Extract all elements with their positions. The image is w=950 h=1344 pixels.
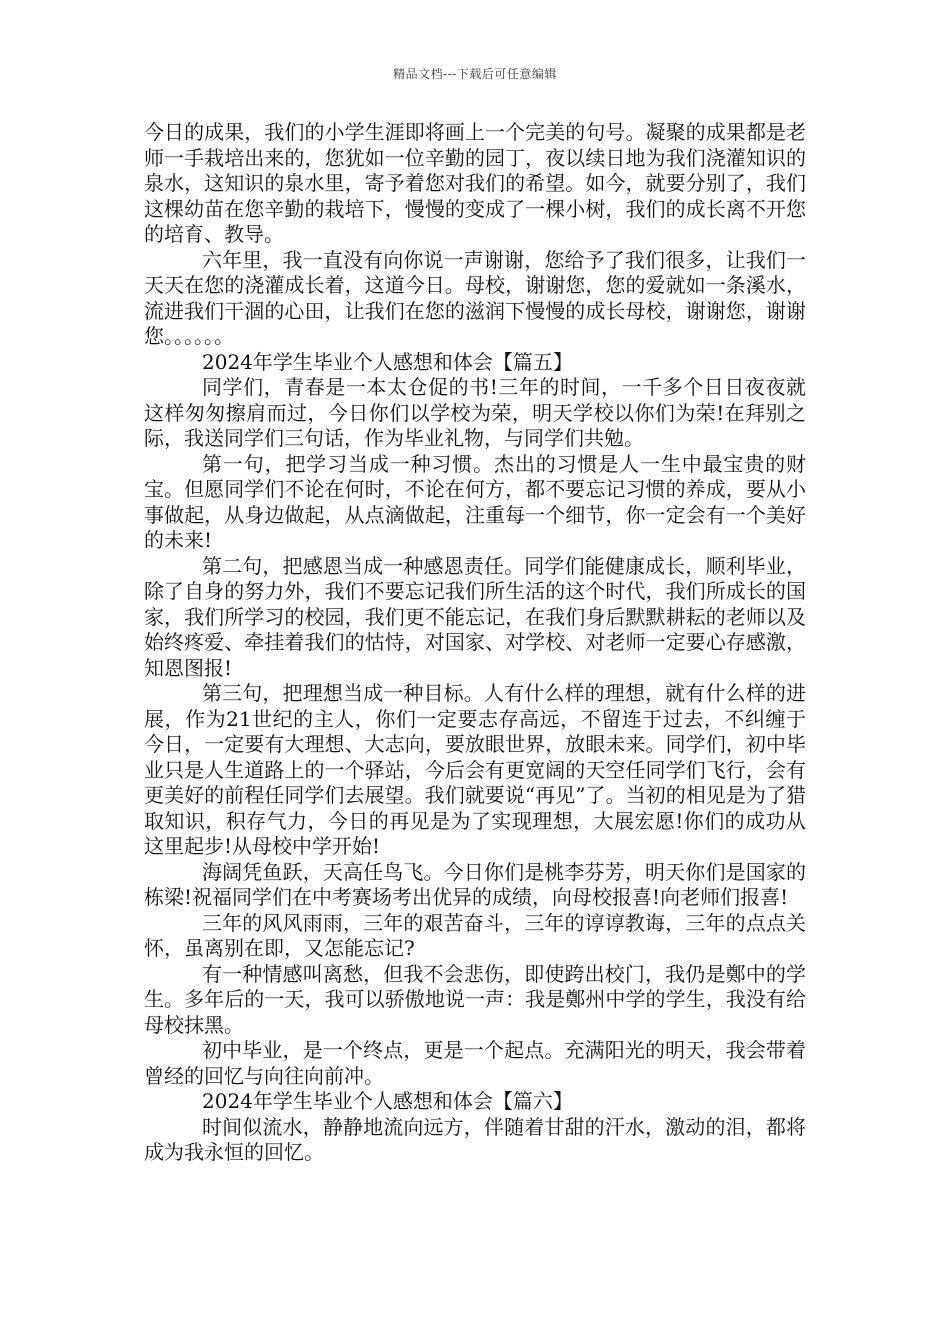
paragraph-3: 同学们，青春是一本太仓促的书!三年的时间，一千多个日日夜夜就这样匆匆擦肩而过，今日你们以学校为荣，明天学校以你们为荣!在拜别之际，我送同学们三句话，作为毕业礼物，与同学们共勉。 [144, 375, 806, 450]
paragraph-2: 六年里，我一直没有向你说一声谢谢，您给予了我们很多，让我们一天天在您的浇灌成长着，这道今日。母校，谢谢您，您的爱就如一条溪水，流进我们干涸的心田，让我们在您的滋润下慢慢的成长母校，谢谢您，谢谢您。。。。。。 [144, 247, 806, 348]
page-header: 精品文档---下载后可任意编辑 [393, 67, 557, 81]
paragraph-5: 第二句，把感恩当成一种感恩责任。同学们能健康成长，顺利毕业，除了自身的努力外，我们不要忘记我们所生活的这个时代，我们所成长的国家，我们所学习的校园，我们更不能忘记，在我们身后默默耕耘的老师以及始终疼爱、牵挂着我们的怙恃，对国家、对学校、对老师一定要心存感激，知恩图报! [144, 553, 806, 680]
paragraph-4: 第一句，把学习当成一种习惯。杰出的习惯是人一生中最宝贵的财宝。但愿同学们不论在何时，不论在何方，都不要忘记习惯的养成，要从小事做起，从身边做起，从点滴做起，注重每一个细节，你一定会有一个美好的未来! [144, 451, 806, 552]
section-heading-6: 2024年学生毕业个人感想和体会【篇六】 [202, 1089, 573, 1113]
paragraph-9: 有一种情感叫离愁，但我不会悲伤，即使跨出校门，我仍是鄭中的学生。多年后的一天，我可以骄傲地说一声：我是鄭州中学的学生，我没有给母校抹黑。 [144, 961, 806, 1037]
paragraph-6: 第三句，把理想当成一种目标。人有什么样的理想，就有什么样的进展，作为21世纪的主人，你们一定要志存高远，不留连于过去，不纠缠于今日，一定要有大理想、大志向，要放眼世界，放眼未来。同学们，初中毕业只是人生道路上的一个驿站，今后会有更宽阔的天空任同学们飞行，会有更美好的前程任同学们去展望。我们就要说“再见”了。当初的相见是为了猎取知识，积存气力，今日的再见是为了实现理想，大展宏愿!你们的成功从这里起步!从母校中学开始! [144, 681, 806, 858]
paragraph-10: 初中毕业，是一个终点，更是一个起点。充满阳光的明天，我会带着曾经的回忆与向往向前冲。 [144, 1038, 806, 1088]
paragraph-8: 三年的风风雨雨，三年的艰苦奋斗，三年的谆谆教诲，三年的点点关怀，虽离别在即，又怎能忘记? [144, 910, 806, 960]
paragraph-1: 今日的成果，我们的小学生涯即将画上一个完美的句号。凝聚的成果都是老师一手栽培出来的，您犹如一位辛勤的园丁，夜以续日地为我们浇灌知识的泉水，这知识的泉水里，寄予着您对我们的希望。如今，就要分别了，我们这棵幼苗在您辛勤的栽培下，慢慢的变成了一棵小树，我们的成长离不开您的培育、教导。 [144, 120, 806, 246]
document-body [144, 120, 806, 1166]
paragraph-7: 海阔凭鱼跃，天高任鸟飞。今日你们是桃李芬芳，明天你们是国家的栋梁!祝福同学们在中考赛场考出优异的成绩，向母校报喜!向老师们报喜! [144, 859, 806, 909]
section-heading-5: 2024年学生毕业个人感想和体会【篇五】 [202, 349, 573, 374]
paragraph-11: 时间似流水，静静地流向远方，伴随着甘甜的汗水，激动的泪，都将成为我永恒的回忆。 [144, 1114, 806, 1164]
